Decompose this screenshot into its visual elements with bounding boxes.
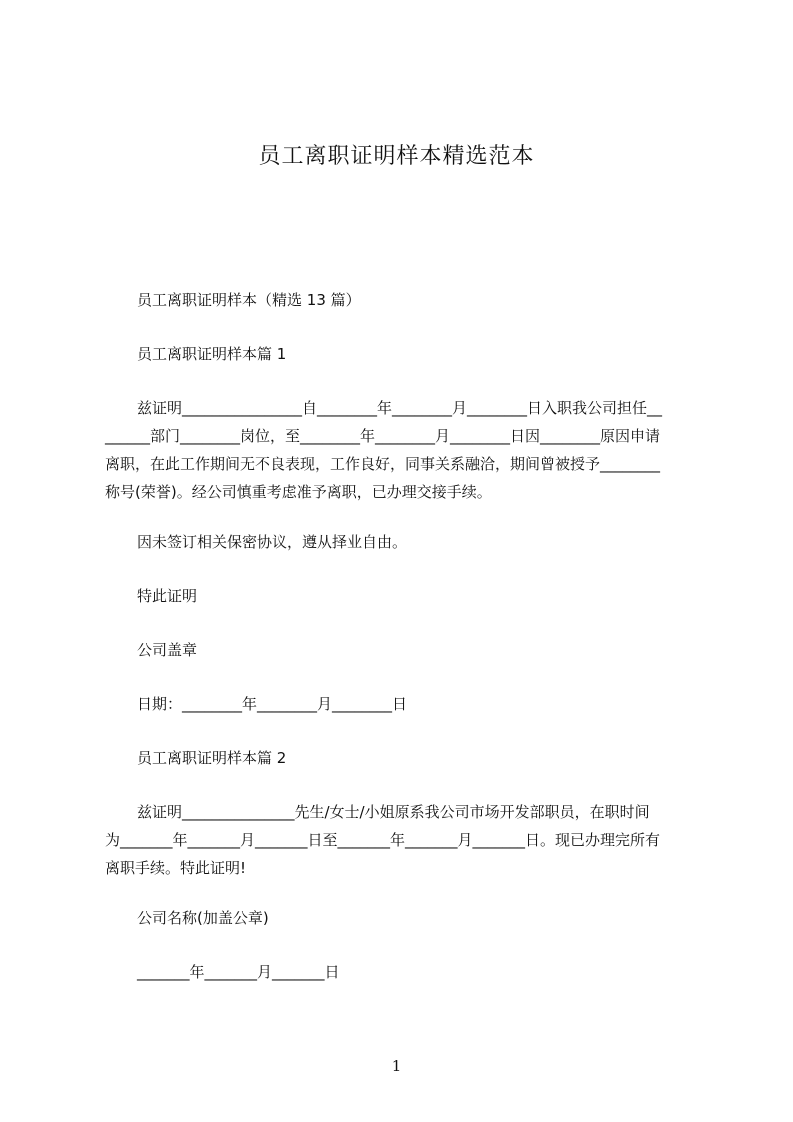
- sample2-date: _______年_______月_______日: [137, 963, 340, 981]
- sample1-line2: ______部门________岗位，至________年________月________日因________原因申请: [105, 427, 661, 445]
- sample2-line1: 兹证明_______________先生/女士/小姐原系我公司市场开发部职员，在职时间: [137, 803, 650, 821]
- sample1-date: 日期：________年________月________日: [137, 695, 408, 713]
- sample1-line4: 称号(荣誉)。经公司慎重考虑准予离职，已办理交接手续。: [105, 483, 492, 501]
- sample1-confidential: 因未签订相关保密协议，遵从择业自由。: [137, 533, 408, 551]
- sample1-line3: 离职，在此工作期间无不良表现，工作良好，同事关系融洽，期间曾被授予________: [105, 455, 661, 473]
- page-number: 1: [391, 1057, 402, 1075]
- sample2-heading: 员工离职证明样本篇 2: [137, 749, 287, 767]
- sample2-company: 公司名称(加盖公章): [137, 909, 269, 927]
- sample2-line2: 为_______年_______月_______日至_______年_______月_______日。现已办理完所有: [105, 831, 661, 849]
- page-title: 员工离职证明样本精选范本: [258, 144, 535, 169]
- sample2-line3: 离职手续。特此证明!: [105, 859, 247, 877]
- sample1-certify: 特此证明: [137, 587, 198, 605]
- sample1-seal: 公司盖章: [137, 641, 198, 659]
- sample1-line1: 兹证明________________自________年________月________日入职我公司担任__: [137, 399, 663, 417]
- document-subtitle: 员工离职证明样本（精选 13 篇）: [137, 291, 361, 309]
- sample1-heading: 员工离职证明样本篇 1: [137, 345, 287, 363]
